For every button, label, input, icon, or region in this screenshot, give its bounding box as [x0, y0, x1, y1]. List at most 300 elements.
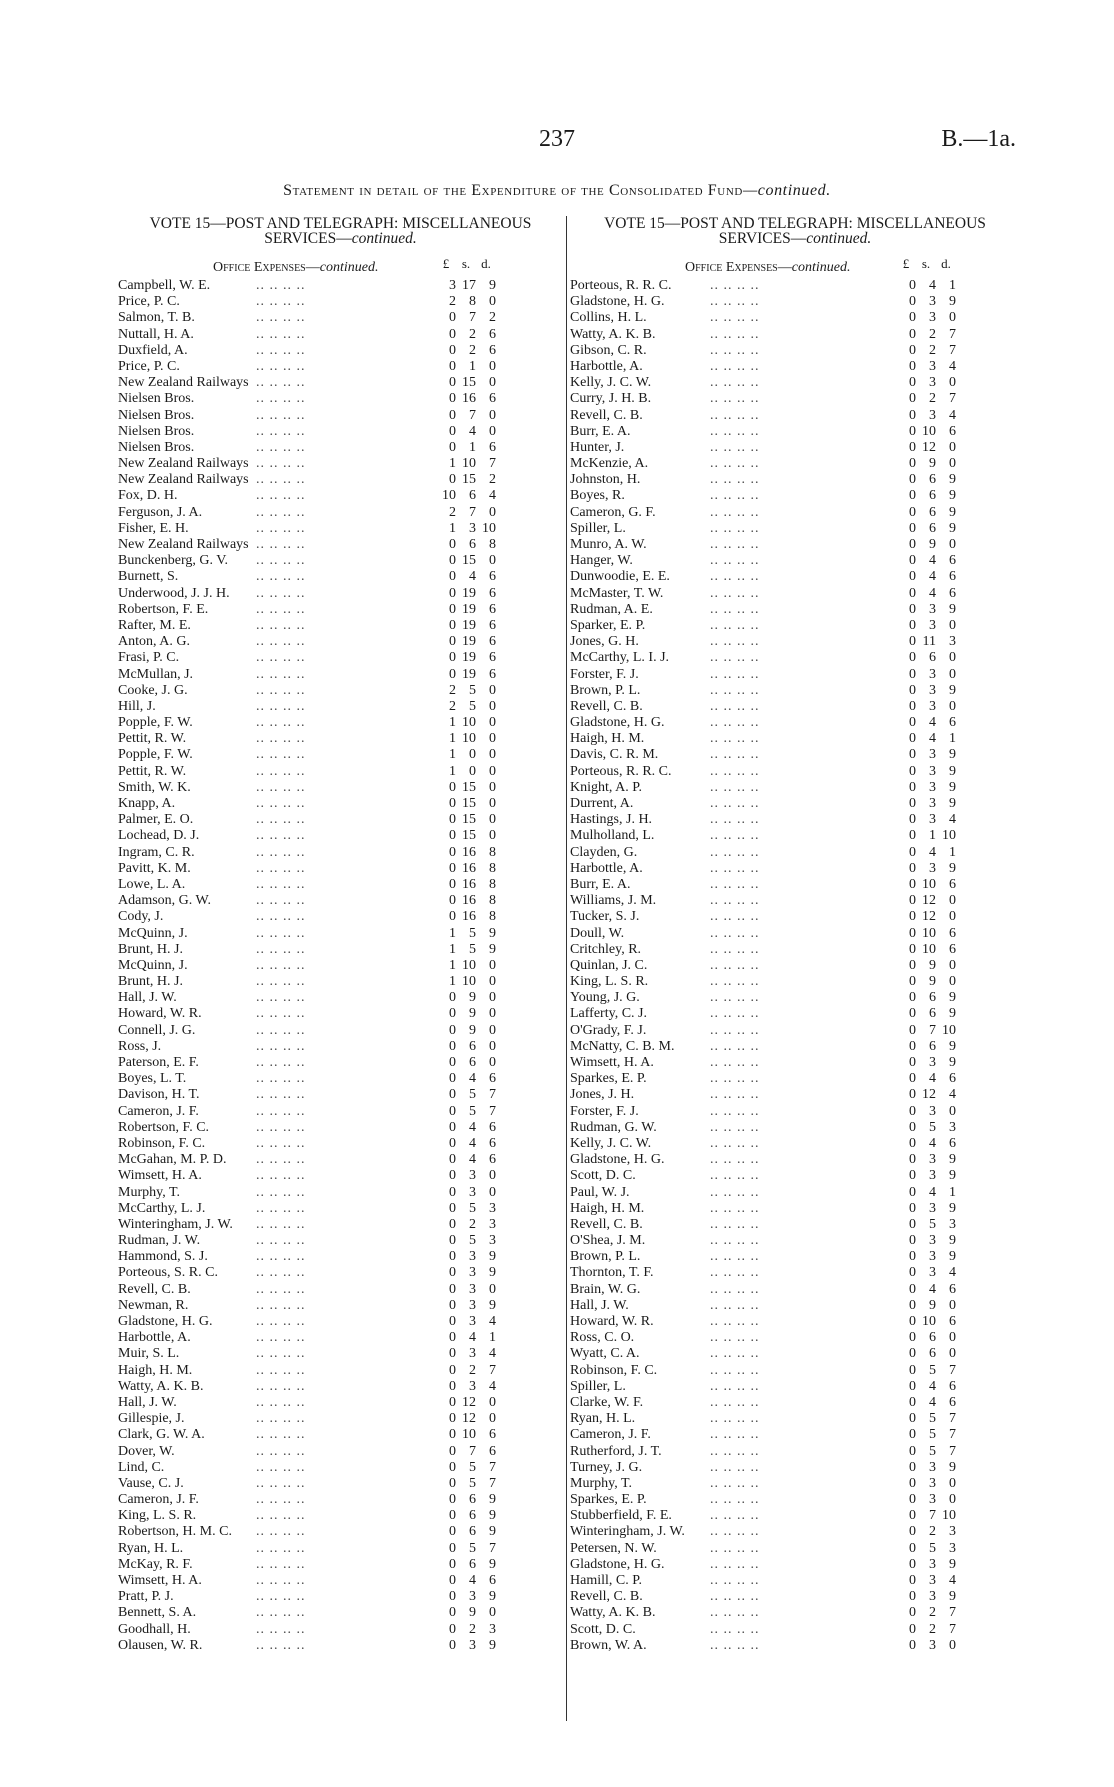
- payee-name: Paterson, E. F.: [118, 1055, 199, 1070]
- left-subheading-continued: continued.: [319, 260, 379, 275]
- amount: [896, 1411, 956, 1427]
- amount: [436, 1233, 496, 1249]
- leader-dots: .. .. .. ..: [710, 1459, 760, 1475]
- pounds-value: 0: [909, 1103, 916, 1119]
- shillings-value: 5: [469, 682, 476, 698]
- leader-dots: .. .. .. ..: [710, 1362, 760, 1378]
- shillings-value: 9: [929, 974, 936, 990]
- leader-dots: .. .. .. ..: [710, 1346, 760, 1362]
- ledger-row: [118, 1136, 563, 1152]
- payee-name: Robinson, F. C.: [570, 1362, 658, 1378]
- ledger-row: [118, 1120, 563, 1136]
- amount: [436, 1006, 496, 1022]
- ledger-row: [118, 667, 563, 683]
- shillings-value: 6: [469, 1524, 476, 1540]
- shillings-value: 7: [929, 1508, 936, 1524]
- pence-value: 9: [949, 796, 956, 811]
- amount: [896, 909, 956, 925]
- shillings-value: 10: [462, 974, 476, 990]
- shillings-value: 3: [929, 1573, 936, 1588]
- pence-value: 9: [489, 1297, 496, 1313]
- leader-dots: .. .. .. ..: [256, 876, 306, 892]
- shillings-value: 2: [469, 326, 476, 342]
- pence-value: 6: [489, 1135, 496, 1151]
- payee-name: Kelly, J. C. W.: [570, 1135, 652, 1151]
- payee-name: Revell, C. B.: [570, 698, 643, 714]
- pence-value: 7: [489, 1362, 496, 1378]
- pence-value: 7: [949, 326, 956, 342]
- payee-name: Price, P. C.: [118, 294, 180, 310]
- pounds-value: 0: [449, 860, 456, 876]
- amount: [436, 877, 496, 893]
- payee-name: Ross, J.: [118, 1038, 162, 1054]
- pence-value: 0: [489, 990, 496, 1006]
- amount: [436, 310, 496, 326]
- ledger-row: [570, 667, 1020, 683]
- shillings-value: 10: [922, 941, 936, 957]
- shillings-value: 7: [469, 407, 476, 423]
- shillings-value: 3: [469, 1346, 476, 1362]
- pounds-value: 1: [449, 731, 456, 747]
- pence-value: 0: [489, 1184, 496, 1200]
- shillings-value: 10: [922, 925, 936, 941]
- payee-name: Newman, R.: [118, 1297, 189, 1313]
- ledger-row: [570, 1330, 1020, 1346]
- payee-name: Thornton, T. F.: [570, 1265, 654, 1281]
- pence-value: 0: [949, 1637, 956, 1653]
- amount: [436, 1379, 496, 1395]
- pounds-value: 1: [449, 456, 456, 472]
- amount: [896, 1508, 956, 1524]
- pence-value: 7: [489, 1475, 496, 1491]
- ledger-row: [118, 747, 563, 763]
- pence-value: 10: [942, 1508, 956, 1524]
- shillings-value: 5: [469, 941, 476, 957]
- shillings-value: 4: [469, 1152, 476, 1168]
- shillings-value: 2: [929, 1621, 936, 1637]
- leader-dots: .. .. .. ..: [256, 1556, 306, 1572]
- ledger-row: [570, 472, 1020, 488]
- ledger-row: [118, 634, 563, 650]
- statement-title-text: Statement in detail of the Expenditure of the Consolidated Fund: [283, 182, 743, 199]
- leader-dots: .. .. .. ..: [256, 310, 306, 326]
- ledger-row: [118, 521, 563, 537]
- payee-name: Robertson, F. C.: [118, 1119, 210, 1135]
- leader-dots: .. .. .. ..: [256, 957, 306, 973]
- pence-value: 3: [489, 1233, 496, 1249]
- pounds-value: 0: [449, 1152, 456, 1168]
- leader-dots: .. .. .. ..: [256, 698, 306, 714]
- amount: [436, 1055, 496, 1071]
- ledger-row: [570, 926, 1020, 942]
- pence-value: 0: [489, 779, 496, 795]
- right-column: [570, 216, 1020, 1654]
- shillings-value: 6: [469, 1492, 476, 1508]
- shillings-value: 3: [929, 1152, 936, 1168]
- payee-name: McKay, R. F.: [118, 1556, 193, 1572]
- amount: [436, 1476, 496, 1492]
- ledger-row: [118, 391, 563, 407]
- pounds-value: 0: [909, 796, 916, 811]
- shillings-value: 17: [462, 278, 476, 293]
- amount: [896, 1427, 956, 1443]
- pence-value: 6: [949, 1378, 956, 1394]
- leader-dots: .. .. .. ..: [710, 488, 760, 504]
- right-entries: [570, 278, 1020, 1654]
- pounds-value: 0: [449, 1184, 456, 1200]
- shillings-value: 9: [469, 990, 476, 1006]
- pounds-value: 0: [909, 423, 916, 439]
- amount: [436, 683, 496, 699]
- shillings-value: 3: [929, 375, 936, 391]
- payee-name: McMullan, J.: [118, 666, 194, 682]
- pence-value: 6: [489, 342, 496, 358]
- leader-dots: .. .. .. ..: [710, 634, 760, 650]
- shillings-value: 10: [922, 1314, 936, 1329]
- shillings-value: 16: [462, 860, 476, 876]
- leader-dots: .. .. .. ..: [710, 1233, 760, 1249]
- ledger-row: [118, 1023, 563, 1039]
- leader-dots: .. .. .. ..: [710, 1216, 760, 1232]
- shillings-value: 3: [929, 1556, 936, 1572]
- shillings-value: 3: [469, 520, 476, 536]
- leader-dots: .. .. .. ..: [256, 1540, 306, 1556]
- amount: [436, 1589, 496, 1605]
- pounds-value: 0: [449, 1378, 456, 1394]
- pence-value: 3: [949, 1216, 956, 1232]
- pounds-value: 0: [909, 472, 916, 488]
- ledger-row: [570, 1589, 1020, 1605]
- ledger-row: [118, 731, 563, 747]
- pounds-value: 0: [909, 763, 916, 779]
- ledger-row: [118, 1298, 563, 1314]
- payee-name: Gillespie, J.: [118, 1411, 185, 1427]
- ledger-row: [118, 958, 563, 974]
- payee-name: Winteringham, J. W.: [118, 1216, 233, 1232]
- shillings-value: 16: [462, 909, 476, 925]
- pounds-value: 0: [449, 666, 456, 682]
- ledger-row: [570, 1120, 1020, 1136]
- amount: [436, 958, 496, 974]
- amount: [896, 424, 956, 440]
- ledger-row: [570, 1152, 1020, 1168]
- ledger-row: [570, 828, 1020, 844]
- ledger-row: [570, 1444, 1020, 1460]
- ledger-row: [118, 472, 563, 488]
- shillings-value: 3: [469, 1249, 476, 1265]
- leader-dots: .. .. .. ..: [256, 391, 306, 407]
- ledger-row: [570, 1023, 1020, 1039]
- payee-name: McGahan, M. P. D.: [118, 1152, 227, 1168]
- payee-name: Quinlan, J. C.: [570, 957, 648, 973]
- ledger-row: [118, 408, 563, 424]
- ledger-row: [570, 1638, 1020, 1654]
- payee-name: Cooke, J. G.: [118, 682, 188, 698]
- leader-dots: .. .. .. ..: [256, 1524, 306, 1540]
- pounds-value: 0: [449, 1249, 456, 1265]
- amount: [896, 877, 956, 893]
- amount: [896, 828, 956, 844]
- pounds-value: 0: [909, 1346, 916, 1362]
- payee-name: Gibson, C. R.: [570, 342, 647, 358]
- amount: [896, 974, 956, 990]
- leader-dots: .. .. .. ..: [256, 925, 306, 941]
- payee-name: Haigh, H. M.: [118, 1362, 193, 1378]
- shillings-value: 2: [929, 391, 936, 407]
- pence-value: 3: [489, 1216, 496, 1232]
- leader-dots: .. .. .. ..: [256, 375, 306, 391]
- ledger-row: [570, 1557, 1020, 1573]
- payee-name: Wimsett, H. A.: [118, 1168, 202, 1184]
- leader-dots: .. .. .. ..: [710, 1022, 760, 1038]
- leader-dots: .. .. .. ..: [256, 617, 306, 633]
- pence-value: 9: [949, 1249, 956, 1265]
- leader-dots: .. .. .. ..: [710, 650, 760, 666]
- ledger-row: [118, 505, 563, 521]
- payee-name: Young, J. G.: [570, 990, 640, 1006]
- amount: [896, 553, 956, 569]
- amount: [896, 1152, 956, 1168]
- shillings-value: 5: [929, 1540, 936, 1556]
- leader-dots: .. .. .. ..: [710, 278, 760, 293]
- pence-value: 0: [489, 1055, 496, 1070]
- pounds-value: 0: [909, 1330, 916, 1346]
- payee-name: Hall, J. W.: [118, 1394, 177, 1410]
- payee-name: Gladstone, H. G.: [570, 1152, 665, 1168]
- ledger-row: [570, 861, 1020, 877]
- shillings-value: 7: [469, 310, 476, 326]
- pence-value: 8: [489, 844, 496, 860]
- amount: [896, 1379, 956, 1395]
- ledger-row: [118, 1168, 563, 1184]
- amount: [436, 1265, 496, 1281]
- leader-dots: .. .. .. ..: [256, 1038, 306, 1054]
- shillings-value: 2: [929, 1605, 936, 1621]
- shillings-value: 1: [469, 439, 476, 455]
- pounds-value: 0: [449, 1427, 456, 1443]
- leader-dots: .. .. .. ..: [256, 747, 306, 763]
- shillings-value: 9: [929, 1297, 936, 1313]
- pence-value: 0: [949, 1103, 956, 1119]
- left-vote-line1: VOTE 15—POST AND TELEGRAPH: MISCELLANEOUS: [149, 215, 532, 232]
- pounds-value: 0: [909, 731, 916, 747]
- pence-value: 0: [949, 1492, 956, 1508]
- pounds-value: 0: [909, 1265, 916, 1281]
- pence-value: 7: [489, 1087, 496, 1103]
- payee-name: Burr, E. A.: [570, 423, 631, 439]
- shillings-value: 3: [929, 407, 936, 423]
- amount: [896, 926, 956, 942]
- shillings-value: 4: [929, 553, 936, 569]
- pence-value: 0: [949, 666, 956, 682]
- shillings-value: 3: [929, 779, 936, 795]
- leader-dots: .. .. .. ..: [256, 974, 306, 990]
- ledger-row: [570, 278, 1020, 294]
- leader-dots: .. .. .. ..: [256, 1216, 306, 1232]
- ledger-row: [118, 1071, 563, 1087]
- shillings-value: 6: [929, 504, 936, 520]
- amount: [436, 1346, 496, 1362]
- leader-dots: .. .. .. ..: [710, 439, 760, 455]
- ledger-row: [570, 537, 1020, 553]
- shillings-value: 3: [469, 1637, 476, 1653]
- payee-name: Rafter, M. E.: [118, 617, 191, 633]
- amount: [436, 408, 496, 424]
- pence-value: 4: [489, 1346, 496, 1362]
- shillings-value: 5: [929, 1216, 936, 1232]
- pounds-value: 0: [909, 1556, 916, 1572]
- ledger-row: [570, 1395, 1020, 1411]
- ledger-row: [570, 1605, 1020, 1621]
- shillings-value: 7: [469, 1443, 476, 1459]
- pence-value: 7: [949, 391, 956, 407]
- leader-dots: .. .. .. ..: [256, 1006, 306, 1022]
- ledger-row: [118, 375, 563, 391]
- pence-value: 9: [489, 925, 496, 941]
- shillings-value: 15: [462, 812, 476, 828]
- pence-value: 3: [949, 634, 956, 650]
- amount: [896, 1557, 956, 1573]
- payee-name: Davis, C. R. M.: [570, 747, 659, 763]
- leader-dots: .. .. .. ..: [710, 456, 760, 472]
- ledger-row: [118, 1444, 563, 1460]
- ledger-row: [570, 440, 1020, 456]
- pounds-value: 1: [449, 747, 456, 763]
- pence-value: 9: [949, 1556, 956, 1572]
- amount: [436, 1330, 496, 1346]
- amount: [436, 521, 496, 537]
- leader-dots: .. .. .. ..: [256, 909, 306, 925]
- amount: [896, 343, 956, 359]
- pence-value: 6: [489, 601, 496, 617]
- pence-value: 7: [949, 1621, 956, 1637]
- amount: [896, 1071, 956, 1087]
- amount: [436, 294, 496, 310]
- ledger-row: [118, 1055, 563, 1071]
- payee-name: Duxfield, A.: [118, 342, 188, 358]
- payee-name: Durrent, A.: [570, 796, 634, 811]
- shillings-value: 3: [929, 666, 936, 682]
- leader-dots: .. .. .. ..: [256, 1378, 306, 1394]
- pounds-value: 0: [449, 1362, 456, 1378]
- leader-dots: .. .. .. ..: [710, 1314, 760, 1329]
- pence-value: 0: [489, 1605, 496, 1621]
- payee-name: Rudman, G. W.: [570, 1119, 657, 1135]
- payee-name: Bennett, S. A.: [118, 1605, 197, 1621]
- leader-dots: .. .. .. ..: [256, 1281, 306, 1297]
- pence-value: 4: [949, 1265, 956, 1281]
- leader-dots: .. .. .. ..: [256, 1492, 306, 1508]
- leader-dots: .. .. .. ..: [710, 553, 760, 569]
- pence-value: 0: [489, 504, 496, 520]
- shillings-value: 3: [469, 1281, 476, 1297]
- payee-name: Harbottle, A.: [570, 860, 643, 876]
- pounds-value: 0: [909, 1006, 916, 1022]
- ledger-row: [570, 796, 1020, 812]
- leader-dots: .. .. .. ..: [256, 844, 306, 860]
- pence-value: 6: [489, 439, 496, 455]
- pounds-value: 0: [449, 391, 456, 407]
- pounds-value: 0: [909, 310, 916, 326]
- ledger-row: [118, 650, 563, 666]
- pence-value: 9: [489, 1556, 496, 1572]
- shillings-value: 12: [922, 1087, 936, 1103]
- shillings-value: 3: [929, 1103, 936, 1119]
- amount: [436, 472, 496, 488]
- pounds-value: 0: [909, 1573, 916, 1588]
- pounds-value: 0: [909, 941, 916, 957]
- ledger-row: [118, 586, 563, 602]
- shillings-value: 5: [469, 1103, 476, 1119]
- pence-value: 6: [489, 634, 496, 650]
- pounds-value: 0: [449, 342, 456, 358]
- amount: [436, 1201, 496, 1217]
- leader-dots: .. .. .. ..: [256, 326, 306, 342]
- pounds-value: 0: [449, 1281, 456, 1297]
- amount: [896, 731, 956, 747]
- shillings-value: 9: [929, 456, 936, 472]
- leader-dots: .. .. .. ..: [256, 1475, 306, 1491]
- payee-name: Vause, C. J.: [118, 1475, 184, 1491]
- leader-dots: .. .. .. ..: [256, 1621, 306, 1637]
- pence-value: 2: [489, 472, 496, 488]
- payee-name: Cameron, J. F.: [118, 1103, 199, 1119]
- payee-name: Munro, A. W.: [570, 537, 647, 552]
- leader-dots: .. .. .. ..: [256, 1233, 306, 1249]
- amount: [436, 1136, 496, 1152]
- payee-name: Burnett, S.: [118, 569, 179, 585]
- shillings-value: 12: [922, 909, 936, 925]
- pence-value: 9: [949, 1055, 956, 1070]
- amount: [436, 1492, 496, 1508]
- ledger-row: [118, 1589, 563, 1605]
- amount: [436, 990, 496, 1006]
- shillings-value: 4: [469, 1119, 476, 1135]
- pence-value: 0: [489, 423, 496, 439]
- pence-value: 10: [942, 828, 956, 844]
- pence-value: 0: [489, 1168, 496, 1184]
- ledger-row: [570, 1363, 1020, 1379]
- pounds-value: 0: [449, 423, 456, 439]
- shillings-value: 10: [462, 731, 476, 747]
- ledger-row: [570, 1233, 1020, 1249]
- pounds-value: 0: [909, 828, 916, 844]
- payee-name: Cameron, J. F.: [570, 1427, 651, 1443]
- payee-name: McMaster, T. W.: [570, 585, 664, 601]
- leader-dots: .. .. .. ..: [256, 1119, 306, 1135]
- payee-name: McQuinn, J.: [118, 957, 188, 973]
- pounds-value: 0: [909, 1524, 916, 1540]
- left-subheading-text: Office Expenses—: [213, 260, 320, 275]
- pence-value: 6: [949, 876, 956, 892]
- pence-value: 9: [489, 1265, 496, 1281]
- payee-name: Doull, W.: [570, 925, 625, 941]
- pence-value: 9: [949, 472, 956, 488]
- leader-dots: .. .. .. ..: [710, 893, 760, 909]
- leader-dots: .. .. .. ..: [256, 342, 306, 358]
- pounds-value: 1: [449, 941, 456, 957]
- payee-name: Goodhall, H.: [118, 1621, 191, 1637]
- ledger-row: [570, 327, 1020, 343]
- pence-value: 3: [489, 1621, 496, 1637]
- amount: [436, 699, 496, 715]
- pounds-value: 0: [449, 1508, 456, 1524]
- amount: [896, 1039, 956, 1055]
- payee-name: Hammond, S. J.: [118, 1249, 208, 1265]
- pence-value: 1: [949, 844, 956, 860]
- shillings-value: 5: [469, 1087, 476, 1103]
- pounds-value: 0: [909, 1378, 916, 1394]
